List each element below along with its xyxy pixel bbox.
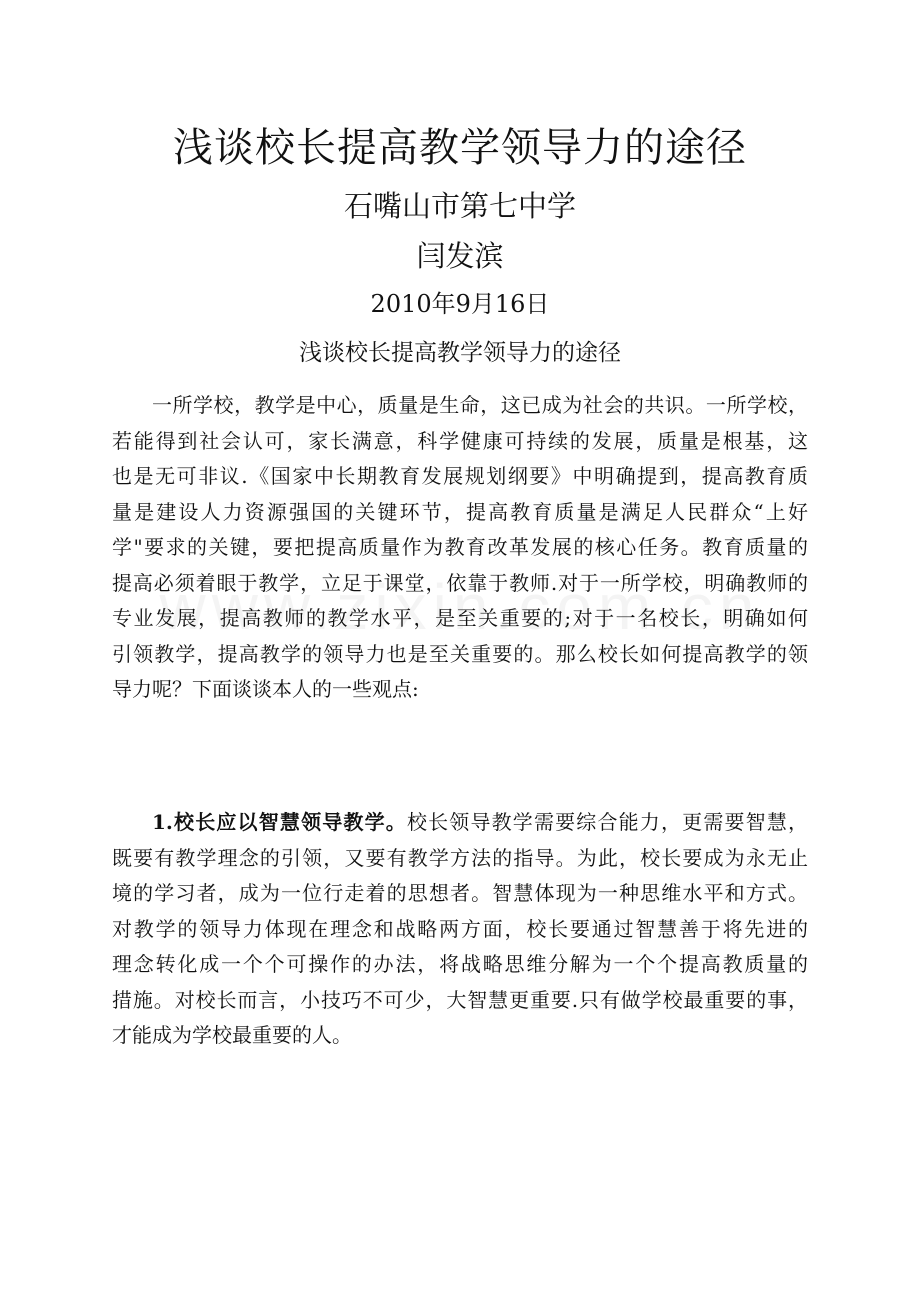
document-title: 浅谈校长提高教学领导力的途径 <box>173 125 747 171</box>
paragraph-first-line <box>112 805 808 841</box>
paragraph-line: 学"要求的关键，要把提高质量作为教育改革发展的核心任务。教育质量的 <box>112 535 808 559</box>
paragraph-line: 才能成为学校最重要的人。 <box>112 1023 352 1047</box>
author-name: 闫发滨 <box>416 239 504 273</box>
paragraph-line: 引领教学，提高教学的领导力也是至关重要的。那么校长如何提高教学的领 <box>112 641 808 666</box>
paragraph-section-1 <box>112 805 808 1054</box>
paragraph-line: 对教学的领导力体现在理念和战略两方面，校长要通过智慧善于将先进的 <box>112 916 808 941</box>
school-name: 石嘴山市第七中学 <box>343 189 576 223</box>
paragraph-line: 量是建设人力资源强国的关键环节，提高教育质量是满足人民群众“上好 <box>112 499 808 524</box>
paragraph-line: 导力呢？下面谈谈本人的一些观点: <box>112 677 419 701</box>
paragraph-line: 措施。对校长而言，小技巧不可少，大智慧更重要.只有做学校最重要的事， <box>112 987 808 1012</box>
paragraph-line: 若能得到社会认可，家长满意，科学健康可持续的发展，质量是根基，这 <box>112 428 808 453</box>
document-date: 2010年9月16日 <box>370 290 550 318</box>
paragraph-line: 既要有教学理念的引领，又要有教学方法的指导。为此，校长要成为永无止 <box>112 845 808 870</box>
paragraph-line: 理念转化成一个个可操作的办法，将战略思维分解为一个个提高教质量的 <box>112 952 808 976</box>
paragraph-line: 境的学习者，成为一位行走着的思想者。智慧体现为一种思维水平和方式。 <box>112 881 808 905</box>
paragraph-line: 专业发展，提高教师的教学水平，是至关重要的;对于一名校长，明确如何 <box>112 606 808 630</box>
section-heading: 1.校长应以智慧领导教学。 <box>152 810 407 834</box>
paragraph-intro <box>112 388 808 708</box>
paragraph-line: 提高必须着眼于教学，立足于课堂，依靠于教师.对于一所学校，明确教师的 <box>112 570 808 595</box>
paragraph-line-rest: 校长领导教学需要综合能力，更需要智慧， <box>406 810 809 834</box>
paragraph-line: 也是无可非议.《国家中长期教育发展规划纲要》中明确提到，提高教育质 <box>112 464 808 488</box>
document-subtitle: 浅谈校长提高教学领导力的途径 <box>299 340 621 366</box>
paragraph-line: 一所学校，教学是中心，质量是生命，这已成为社会的共识。一所学校， <box>152 393 808 417</box>
